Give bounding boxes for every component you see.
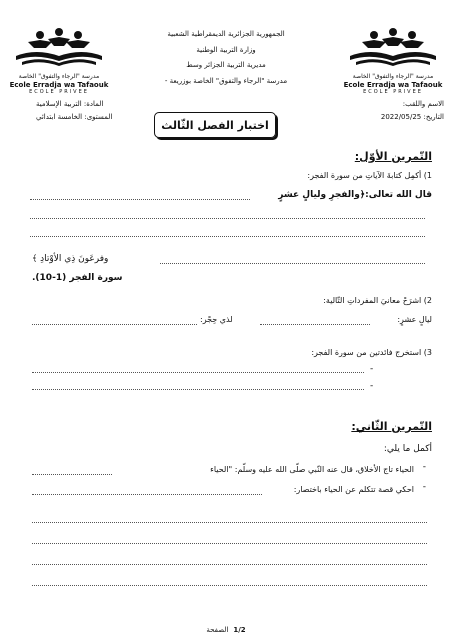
- children-books-icon: [6, 26, 112, 70]
- logo-subtitle: ECOLE PRIVEE: [29, 89, 89, 95]
- logo-arabic-name: مدرسة "الرجاء والتفوق" الخاصة: [18, 73, 100, 80]
- logo-arabic-name: مدرسة "الرجاء والتفوق" الخاصة: [352, 73, 434, 80]
- logo-subtitle: ECOLE PRIVEE: [363, 89, 423, 95]
- logo-latin-name: Ecole Erradja wa Tafaouk: [343, 81, 443, 89]
- school-logo-left: [6, 26, 112, 96]
- answer-line: [30, 218, 425, 219]
- answer-line: [32, 564, 427, 565]
- answer-line: [32, 522, 427, 523]
- answer-line: [32, 389, 364, 390]
- exercise1-question2: 2) اشرَحْ معانيَ المفرداتِ التّالية:: [323, 296, 432, 305]
- vocab-word-1: ليالٍ عشرٍ:: [397, 315, 432, 324]
- answer-line: [32, 474, 112, 475]
- student-name-label: الاسم واللقب:: [402, 100, 444, 108]
- exercise2-instruction: أكمل ما يلي:: [383, 444, 432, 454]
- exam-date: التاريخ: 2022/05/25: [380, 113, 444, 121]
- bullet-marker: -: [370, 364, 374, 374]
- exercise1-question3: 3) استخرج فائدتين من سورة الفجر:: [311, 348, 432, 357]
- answer-line: [260, 324, 370, 325]
- header-line-republic: الجمهورية الجزائرية الديمقراطية الشعبية: [167, 30, 285, 38]
- answer-line: [32, 585, 427, 586]
- exam-title-box: [154, 112, 276, 138]
- logo-latin-name: Ecole Erradja wa Tafaouk: [9, 81, 109, 89]
- answer-line: [32, 494, 262, 495]
- surah-reference: سورة الفجر (1-10).: [32, 273, 123, 283]
- exam-title: اختبار الفصل الثّالث: [161, 118, 269, 132]
- school-logo-right: [340, 26, 446, 96]
- answer-line: [30, 199, 250, 200]
- exercise1-question1: 1) أكمِل كتابةَ الآياتِ من سورة الفجر:: [307, 171, 432, 180]
- exercise2-item1: الحياء تاج الأخلاق، قال عنه النّبي صلّى الله عليه وسلّم: "الحياء: [210, 465, 414, 474]
- children-books-icon: [340, 26, 446, 70]
- answer-line: [32, 543, 427, 544]
- header-line-ministry: وزارة التربية الوطنية: [196, 46, 256, 54]
- answer-line: [32, 324, 197, 325]
- answer-line: [160, 263, 425, 264]
- page-footer: [0, 617, 452, 636]
- page-number: 1/2: [233, 626, 246, 634]
- level-label: المستوى: الخامسة ابتدائي: [36, 113, 113, 121]
- bullet-marker: -: [422, 482, 426, 492]
- subject-label: المادة: التربية الإسلامية: [36, 100, 104, 108]
- exercise1-title: التّمرين الأوّل:: [354, 150, 432, 163]
- vocab-word-2: لذي حِجْر:: [200, 315, 233, 324]
- header-line-directorate: مديرية التربية الجزائر وسط: [186, 61, 266, 69]
- answer-line: [30, 236, 425, 237]
- bullet-marker: -: [370, 381, 374, 391]
- answer-line: [32, 372, 364, 373]
- exercise2-title: التّمرين الثّاني:: [351, 420, 432, 433]
- bullet-marker: -: [422, 462, 426, 472]
- verse-start: قال الله تعالى:﴿والفجرِ وليالٍ عشرٍ: [278, 190, 432, 200]
- exercise2-item2: احكي قصة تتكلم عن الحياء باختصار:: [293, 485, 414, 494]
- verse-end: وفرعَونَ ذِي الأوْتادِ ﴾: [32, 254, 109, 264]
- page-label: الصفحة: [206, 626, 229, 634]
- header-line-school: مدرسة "الرجاء والتفوق" الخاصة بوزريعة -: [164, 77, 288, 85]
